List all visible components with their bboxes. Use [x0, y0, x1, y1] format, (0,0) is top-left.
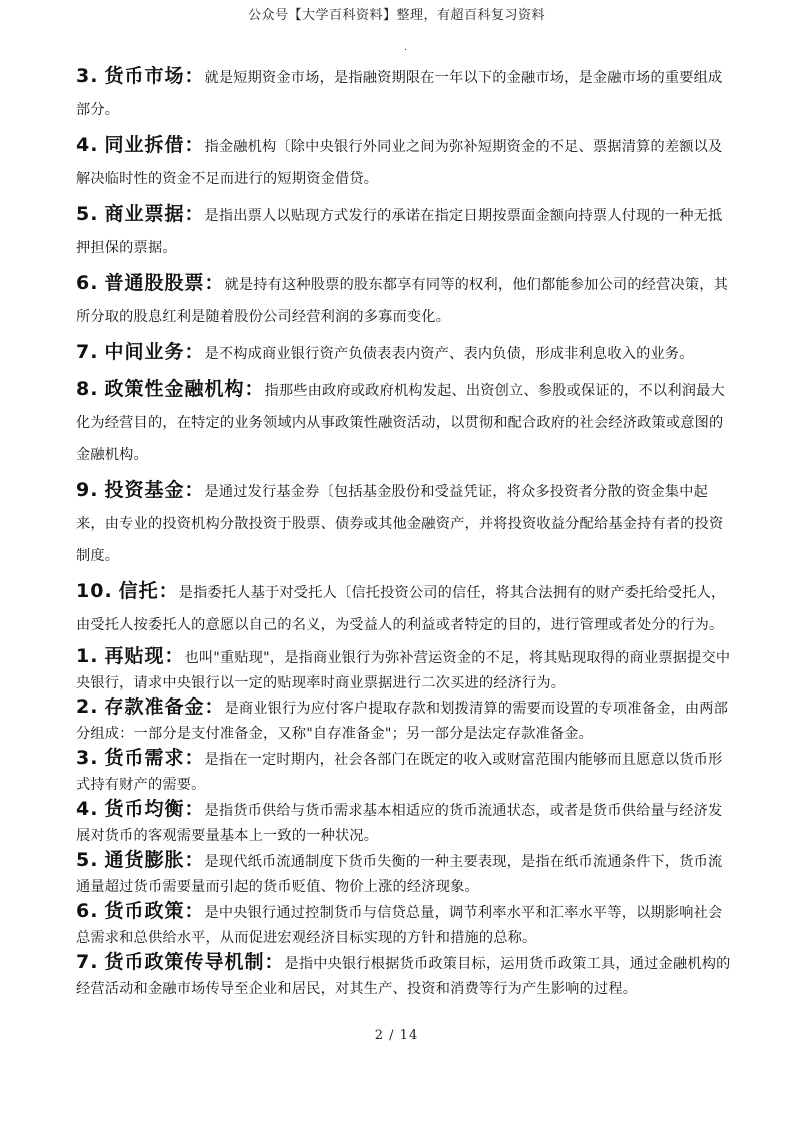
- definition-entry: [76, 474, 736, 572]
- term-label: 通货膨胀：: [104, 849, 205, 871]
- definition-term: [76, 849, 204, 871]
- definition-entry: [76, 644, 736, 695]
- definition-entry: [76, 129, 736, 195]
- entry-number: 3.: [76, 747, 99, 769]
- definition-term: [76, 65, 204, 87]
- definition-term: [76, 272, 224, 294]
- definition-term: [76, 134, 204, 156]
- definition-term: [76, 378, 264, 400]
- term-label: 货币需求：: [104, 747, 205, 769]
- entry-number: 5.: [76, 203, 99, 225]
- definitions-section-b: [76, 644, 736, 1001]
- definition-text: 是指中央银行根据货币政策目标，运用货币政策工具，通过金融机构的经营活动和金融市场传导至企业和居民，对其生产、投资和消费等行为产生影响的过程。: [76, 956, 731, 997]
- definition-text: 是指出票人以贴现方式发行的承诺在指定日期按票面金额向持票人付现的一种无抵押担保的票据。: [76, 208, 723, 256]
- definition-text: 指那些由政府或政府机构发起、出资创立、参股或保证的，不以利润最大化为经营目的，在特定的业务领域内从事政策性融资活动，以贯彻和配合政府的社会经济政策或意图的金融机构。: [76, 383, 725, 463]
- definition-text: 就是持有这种股票的股东都享有同等的权利，他们都能参加公司的经营决策，其所分取的股息红利是随着股份公司经营利润的多寡而变化。: [76, 277, 729, 325]
- term-label: 普通股股票：: [104, 272, 225, 294]
- definition-text: 是现代纸币流通制度下货币失衡的一种主要表现，是指在纸币流通条件下，货币流通量超过货币需要量而引起的货币贬值、物价上涨的经济现象。: [76, 854, 723, 895]
- entry-number: 7.: [76, 951, 99, 973]
- term-label: 中间业务：: [104, 341, 205, 363]
- header-dot: .: [404, 42, 408, 53]
- definition-text: 是中央银行通过控制货币与信贷总量，调节利率水平和汇率水平等，以期影响社会总需求和总供给水平，从而促进宏观经济目标实现的方针和措施的总称。: [76, 905, 723, 946]
- term-label: 货币市场：: [104, 65, 205, 87]
- term-label: 存款准备金：: [104, 696, 225, 718]
- term-label: 再贴现：: [104, 645, 185, 667]
- definition-text: 是商业银行为应付客户提取存款和划拨清算的需要而设置的专项准备金，由两部分组成：一部分是支付准备金，又称"自存准备金"；另一部分是法定存款准备金。: [76, 701, 729, 742]
- term-label: 货币政策传导机制：: [104, 951, 285, 973]
- term-label: 商业票据：: [104, 203, 205, 225]
- definition-term: [76, 900, 204, 922]
- entry-number: 1.: [76, 645, 99, 667]
- definition-text: 是指委托人基于对受托人〔信托投资公司的信任，将其合法拥有的财产委托给受托人，由受托人按委托人的意愿以自己的名义，为受益人的利益或者特定的目的，进行管理或者处分的行为。: [76, 585, 726, 633]
- definition-term: [76, 951, 284, 973]
- entry-number: 6.: [76, 272, 99, 294]
- page-header: 公众号【大学百科资料】整理，有超百科复习资料: [247, 8, 545, 23]
- definition-term: [76, 696, 224, 718]
- definition-text: 是指在一定时期内，社会各部门在既定的收入或财富范围内能够而且愿意以货币形式持有财产的需要。: [76, 752, 723, 793]
- definition-entry: [76, 746, 736, 797]
- definition-entry: [76, 198, 736, 264]
- entry-number: 6.: [76, 900, 99, 922]
- term-label: 同业拆借：: [104, 134, 205, 156]
- definition-entry: [76, 575, 736, 641]
- definition-entry: [76, 373, 736, 471]
- definition-entry: [76, 848, 736, 899]
- definition-text: 也叫"重贴现"，是指商业银行为弥补营运资金的不足，将其贴现取得的商业票据提交中央银行，请求中央银行以一定的贴现率时商业票据进行二次买进的经济行为。: [76, 650, 731, 691]
- definition-term: [76, 341, 204, 363]
- entry-number: 4.: [76, 798, 99, 820]
- definition-term: [76, 747, 204, 769]
- definition-text: 是通过发行基金券〔包括基金股份和受益凭证，将众多投资者分散的资金集中起来，由专业的投资机构分散投资于股票、债券或其他金融资产，并将投资收益分配给基金持有者的投资制度。: [76, 484, 724, 564]
- definition-term: [76, 203, 204, 225]
- definition-entry: [76, 899, 736, 950]
- entry-number: 8.: [76, 378, 99, 400]
- definition-term: [76, 798, 204, 820]
- entry-number: 5.: [76, 849, 99, 871]
- definition-entry: [76, 267, 736, 333]
- term-label: 货币均衡：: [104, 798, 205, 820]
- definition-text: 就是短期资金市场，是指融资期限在一年以下的金融市场，是金融市场的重要组成部分。: [76, 70, 723, 118]
- definition-entry: [76, 950, 736, 1001]
- document-body: [76, 60, 736, 1001]
- definition-term: [76, 580, 179, 602]
- term-label: 政策性金融机构：: [104, 378, 265, 400]
- entry-number: 3.: [76, 65, 99, 87]
- entry-number: 9.: [76, 479, 99, 501]
- definitions-section-a: [76, 60, 736, 641]
- definition-term: [76, 645, 184, 667]
- definition-entry: [76, 60, 736, 126]
- term-label: 货币政策：: [104, 900, 205, 922]
- entry-number: 7.: [76, 341, 99, 363]
- definition-entry: [76, 797, 736, 848]
- page-number: 2 / 14: [374, 1028, 419, 1043]
- definition-entry: [76, 695, 736, 746]
- entry-number: 4.: [76, 134, 99, 156]
- term-label: 信托：: [118, 580, 179, 602]
- definition-text: 是指货币供给与货币需求基本相适应的货币流通状态，或者是货币供给量与经济发展对货币的客观需要量基本上一致的一种状况。: [76, 803, 723, 844]
- entry-number: 2.: [76, 696, 99, 718]
- term-label: 投资基金：: [104, 479, 205, 501]
- definition-text: 是不构成商业银行资产负债表表内资产、表内负债，形成非利息收入的业务。: [204, 346, 694, 362]
- entry-number: 10.: [76, 580, 113, 602]
- definition-entry: [76, 336, 736, 370]
- definition-text: 指金融机构〔除中央银行外同业之间为弥补短期资金的不足、票据清算的差额以及解决临时性的资金不足而进行的短期资金借贷。: [76, 139, 723, 187]
- definition-term: [76, 479, 204, 501]
